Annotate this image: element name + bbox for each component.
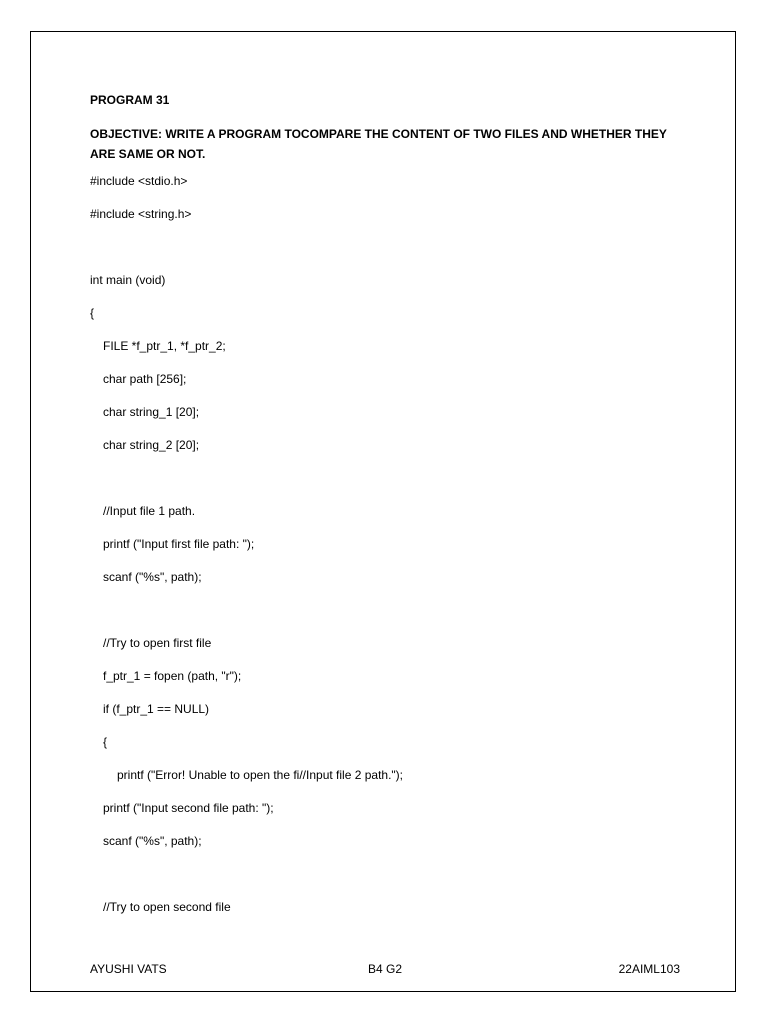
code-line: //Input file 1 path. <box>103 504 196 518</box>
code-line <box>90 602 690 635</box>
code-line: f_ptr_1 = fopen (path, "r"); <box>103 669 242 683</box>
code-line: { <box>103 735 108 749</box>
code-line: char string_2 [20]; <box>103 438 200 452</box>
document-body <box>90 92 690 932</box>
code-line: scanf ("%s", path); <box>103 834 202 848</box>
code-line <box>90 239 690 272</box>
program-objective: OBJECTIVE: WRITE A PROGRAM TOCOMPARE THE CONTENT OF TWO FILES AND WHETHER THEY ARE SAME OR NOT. <box>90 127 667 161</box>
code-line: char string_1 [20]; <box>103 405 200 419</box>
program-title: PROGRAM 31 <box>90 93 170 107</box>
code-line: scanf ("%s", path); <box>103 570 202 584</box>
code-line <box>90 470 690 503</box>
code-line: //Try to open second file <box>103 900 231 914</box>
code-line: FILE *f_ptr_1, *f_ptr_2; <box>103 339 226 353</box>
code-line: #include <string.h> <box>90 207 192 221</box>
code-line: printf ("Input first file path: "); <box>103 537 255 551</box>
code-line: char path [256]; <box>103 372 187 386</box>
code-listing <box>90 173 690 932</box>
code-line: //Try to open first file <box>103 636 212 650</box>
code-line: if (f_ptr_1 == NULL) <box>103 702 210 716</box>
footer-batch: B4 G2 <box>368 962 403 976</box>
code-line: printf ("Input second file path: "); <box>103 801 274 815</box>
code-line <box>90 866 690 899</box>
code-line: int main (void) <box>90 273 166 287</box>
code-line: #include <stdio.h> <box>90 174 188 188</box>
code-line: printf ("Error! Unable to open the fi//Input file 2 path."); <box>117 768 404 782</box>
footer-roll-number: 22AIML103 <box>618 962 680 976</box>
code-line: { <box>90 306 95 320</box>
footer-author: AYUSHI VATS <box>90 962 167 976</box>
